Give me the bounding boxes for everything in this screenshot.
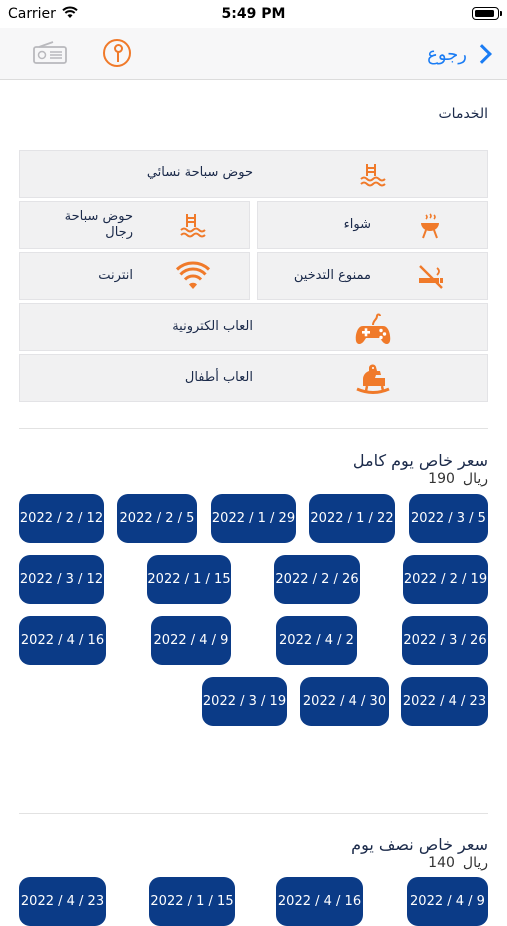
service-label: حوض سباحة نسائي	[146, 165, 253, 180]
date-chip[interactable]: 2022 / 1 / 15	[149, 877, 235, 926]
section-divider	[19, 428, 488, 429]
service-no-smoking	[257, 252, 488, 300]
carrier-label: Carrier	[8, 6, 56, 22]
no-smoking-icon	[416, 263, 446, 291]
back-button[interactable]	[427, 40, 489, 68]
status-bar	[0, 0, 507, 28]
battery-icon	[472, 7, 499, 20]
date-chip[interactable]: 2022 / 4 / 2	[276, 616, 357, 665]
grill-icon	[416, 212, 444, 240]
date-chip[interactable]: 2022 / 1 / 22	[309, 494, 395, 543]
service-label: شواء	[343, 217, 371, 232]
info-icon[interactable]	[103, 39, 131, 67]
date-chip[interactable]: 2022 / 1 / 29	[211, 494, 296, 543]
service-men-pool	[19, 201, 250, 249]
full-day-price-title: سعر خاص يوم كامل	[352, 451, 488, 470]
clock: 5:49 PM	[221, 6, 286, 22]
service-video-games	[19, 303, 488, 351]
price-value: 140	[428, 855, 455, 871]
date-chip[interactable]: 2022 / 2 / 26	[274, 555, 360, 604]
gamepad-icon	[354, 312, 392, 346]
navigation-bar	[0, 28, 507, 80]
half-day-price	[428, 855, 488, 871]
service-kids-games	[19, 354, 488, 402]
date-chip[interactable]: 2022 / 2 / 19	[403, 555, 488, 604]
full-day-price	[428, 471, 488, 487]
pool-icon	[178, 211, 206, 241]
currency-label: ريال	[462, 855, 488, 871]
service-women-pool	[19, 150, 488, 198]
radio-icon[interactable]	[33, 41, 67, 65]
date-chip[interactable]: 2022 / 2 / 5	[117, 494, 197, 543]
date-chip[interactable]: 2022 / 3 / 5	[409, 494, 488, 543]
service-grill	[257, 201, 488, 249]
date-chip[interactable]: 2022 / 4 / 23	[19, 877, 106, 926]
date-chip[interactable]: 2022 / 4 / 16	[276, 877, 363, 926]
chevron-right-icon	[477, 44, 489, 64]
date-chip[interactable]: 2022 / 4 / 9	[151, 616, 231, 665]
service-label: ممنوع التدخين	[293, 268, 371, 283]
date-chip[interactable]: 2022 / 1 / 15	[147, 555, 231, 604]
date-chip[interactable]: 2022 / 3 / 12	[19, 555, 104, 604]
service-label: العاب الكترونية	[172, 319, 253, 334]
date-chip[interactable]: 2022 / 4 / 16	[19, 616, 106, 665]
date-chip[interactable]: 2022 / 4 / 23	[401, 677, 488, 726]
price-value: 190	[428, 471, 455, 487]
wifi-icon	[176, 263, 210, 291]
half-day-price-title: سعر خاص نصف يوم	[351, 835, 488, 854]
pool-icon	[358, 161, 386, 189]
services-title: الخدمات	[438, 106, 488, 122]
rocking-horse-icon	[355, 362, 391, 396]
service-internet	[19, 252, 250, 300]
service-label: العاب أطفال	[184, 370, 253, 385]
date-chip[interactable]: 2022 / 4 / 9	[407, 877, 488, 926]
service-label: حوض سباحة رجال	[64, 209, 133, 240]
section-divider	[19, 813, 488, 814]
back-label: رجوع	[427, 43, 467, 65]
date-chip[interactable]: 2022 / 2 / 12	[19, 494, 104, 543]
currency-label: ريال	[462, 471, 488, 487]
service-label: انترنت	[98, 268, 133, 283]
date-chip[interactable]: 2022 / 3 / 19	[202, 677, 287, 726]
date-chip[interactable]: 2022 / 4 / 30	[300, 677, 389, 726]
date-chip[interactable]: 2022 / 3 / 26	[402, 616, 488, 665]
